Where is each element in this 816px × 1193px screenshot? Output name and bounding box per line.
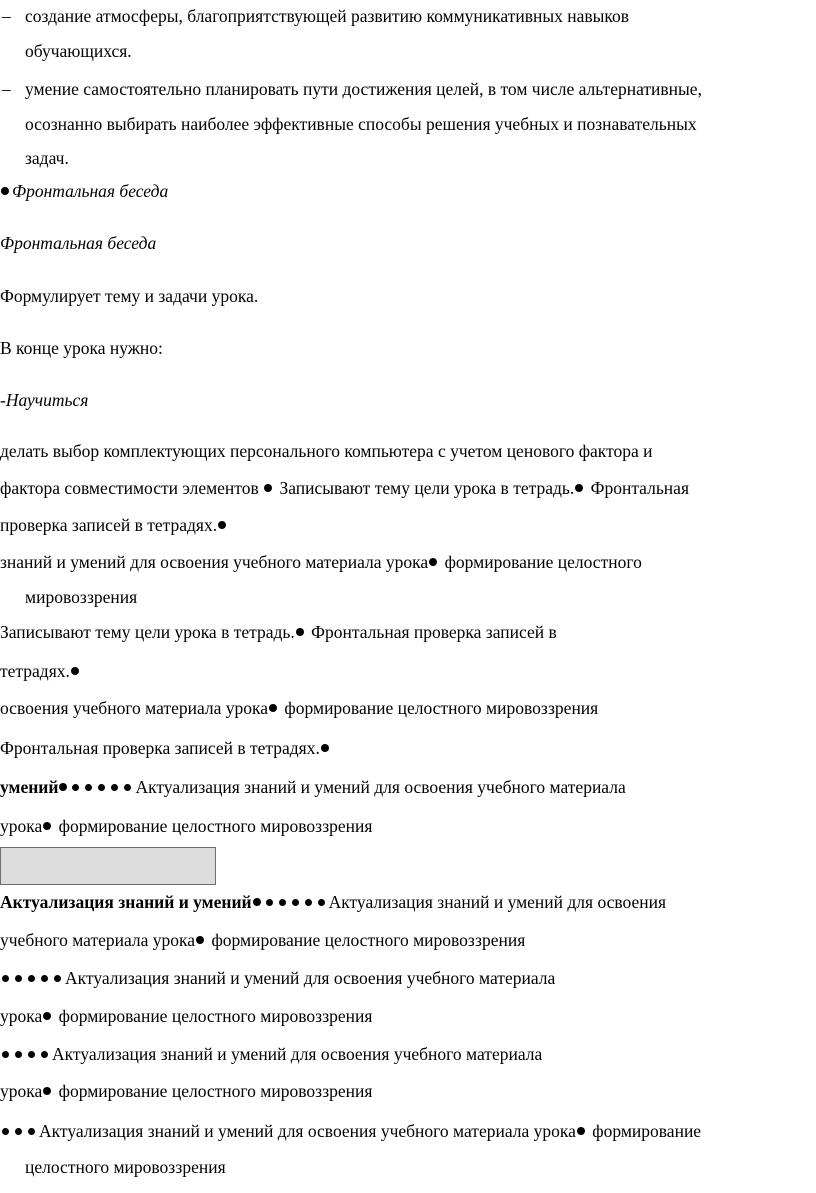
bullet-icon [54, 975, 61, 982]
bullet-icon [2, 975, 9, 982]
paragraph-line: мировоззрения [25, 587, 138, 607]
bullet-icon [575, 484, 583, 492]
bullet-icon [218, 521, 226, 529]
text: Актуализация знаний и умений для освоения учебного материала [65, 968, 556, 988]
list-item-continuation: задач. [25, 148, 69, 168]
list-item-text: создание атмосферы, благоприятствующей развитию коммуникативных навыков [25, 6, 629, 26]
bullet-icon [296, 628, 304, 636]
bullet-icon [279, 899, 286, 906]
bold-text: Актуализация знаний и умений [0, 892, 252, 912]
bullet-icon [15, 975, 22, 982]
bullet-icon [41, 975, 48, 982]
bullet-icon [43, 1012, 51, 1020]
dash-marker: – [2, 79, 11, 99]
bullet-icon [321, 744, 329, 752]
text: Актуализация знаний и умений для освоения учебного материала урока [39, 1121, 576, 1141]
list-item [2, 5, 629, 27]
bullet-icon [266, 899, 273, 906]
bullet-icon [269, 704, 277, 712]
text: освоения учебного материала урока [0, 698, 269, 718]
bullet-icon [253, 898, 261, 906]
bullet-icon [577, 1127, 585, 1135]
text: формирование целостного мировоззрения [280, 698, 599, 718]
list-item-continuation: осознанно выбирать наиболее эффективные способы решения учебных и познавательных [25, 114, 697, 134]
paragraph [0, 180, 168, 202]
bullet-icon [2, 1051, 9, 1058]
text: Актуализация знаний и умений для освоения [328, 892, 667, 912]
text: Актуализация знаний и умений для освоения учебного материала [52, 1044, 543, 1064]
bullet-icon [2, 1128, 9, 1135]
list-item-continuation: обучающихся. [25, 41, 132, 61]
text: тетрадях. [0, 661, 70, 681]
dash-marker: – [2, 6, 11, 26]
text: Фронтальная проверка записей в [306, 622, 557, 642]
list-item-text: умение самостоятельно планировать пути достижения целей, в том числе альтернативные, [25, 79, 702, 99]
empty-grey-box [0, 847, 216, 885]
paragraph-line [0, 1043, 542, 1065]
bullet-icon [41, 1051, 48, 1058]
text: Фронтальная проверка записей в тетрадях. [0, 738, 320, 758]
bullet-icon [59, 783, 67, 791]
bullet-icon [111, 784, 118, 791]
text: Фронтальная [586, 478, 689, 498]
paragraph-line [0, 929, 525, 951]
paragraph-line [0, 776, 626, 798]
paragraph-line [0, 891, 666, 913]
bullet-icon [71, 667, 79, 675]
text: урока [0, 816, 43, 836]
paragraph-line [0, 621, 557, 643]
bullet-icon [264, 484, 272, 492]
text: формирование целостного мировоззрения [54, 816, 373, 836]
paragraph-line: целостного мировоззрения [25, 1157, 226, 1177]
paragraph-line [0, 660, 82, 682]
paragraph-line [0, 514, 229, 536]
bold-text: умений [0, 777, 59, 797]
paragraph-line [0, 551, 642, 573]
text: формирование целостного мировоззрения [54, 1006, 373, 1026]
bullet-icon [72, 784, 79, 791]
bullet-icon [1, 187, 9, 195]
bullet-icon [429, 558, 437, 566]
text: формирование целостного [440, 552, 642, 572]
text: урока [0, 1081, 43, 1101]
text: знаний и умений для освоения учебного материала урока [0, 552, 429, 572]
text: формирование целостного мировоззрения [54, 1081, 373, 1101]
text: Актуализация знаний и умений для освоения учебного материала [135, 777, 626, 797]
text: проверка записей в тетрадях. [0, 515, 218, 535]
bullet-icon [28, 1128, 35, 1135]
text: Записывают тему цели урока в тетрадь. [0, 622, 295, 642]
paragraph: -Научиться [0, 390, 89, 410]
paragraph-text: Фронтальная беседа [12, 181, 169, 201]
paragraph: Фронтальная беседа [0, 233, 157, 253]
bullet-icon [43, 822, 51, 830]
bullet-icon [318, 899, 325, 906]
bullet-icon [292, 899, 299, 906]
text: урока [0, 1006, 43, 1026]
bullet-icon [15, 1051, 22, 1058]
bullet-icon [196, 936, 204, 944]
bullet-icon [15, 1128, 22, 1135]
bullet-icon [85, 784, 92, 791]
bullet-icon [124, 784, 131, 791]
paragraph-line [0, 477, 689, 499]
paragraph-line [0, 697, 598, 719]
paragraph-line [0, 1120, 701, 1142]
text: фактора совместимости элементов [0, 478, 264, 498]
paragraph-line: делать выбор комплектующих персонального компьютера с учетом ценового фактора и [0, 441, 653, 461]
bullet-icon [28, 975, 35, 982]
text: учебного материала урока [0, 930, 196, 950]
paragraph-line [0, 737, 332, 759]
bullet-icon [305, 899, 312, 906]
paragraph: В конце урока нужно: [0, 338, 163, 358]
bullet-icon [28, 1051, 35, 1058]
text: формирование [587, 1121, 702, 1141]
text: формирование целостного мировоззрения [207, 930, 526, 950]
list-item [2, 78, 702, 100]
paragraph-line [0, 1080, 372, 1102]
bullet-icon [43, 1087, 51, 1095]
paragraph-line [0, 815, 372, 837]
paragraph-line [0, 967, 555, 989]
paragraph: Формулирует тему и задачи урока. [0, 286, 259, 306]
text: Записывают тему цели урока в тетрадь. [275, 478, 575, 498]
paragraph-line [0, 1005, 372, 1027]
bullet-icon [98, 784, 105, 791]
